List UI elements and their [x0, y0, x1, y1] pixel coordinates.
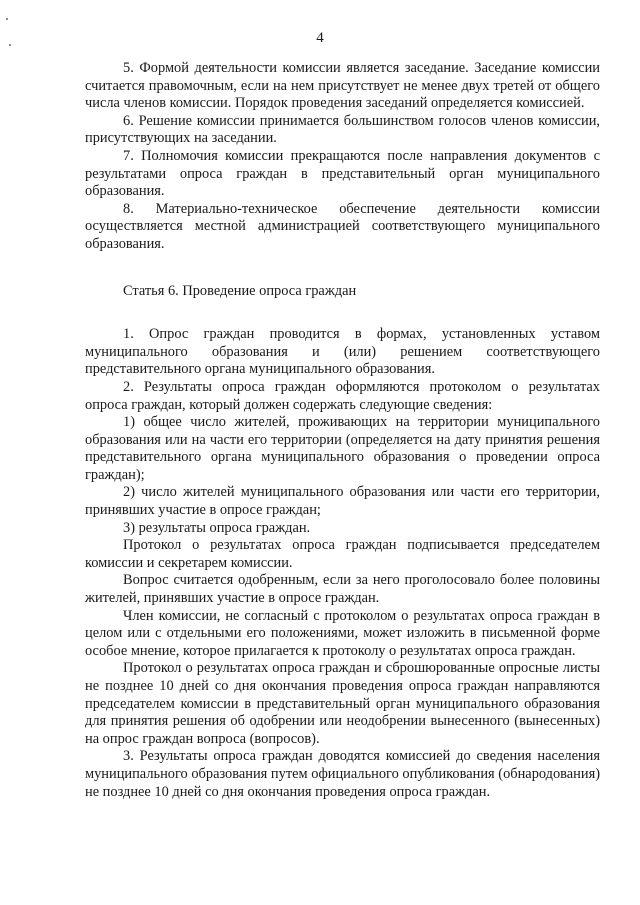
- paragraph: Член комиссии, не согласный с протоколом о результатах опроса граждан в целом или с отдельными его положениями, может изложить в письменной форме особое мнение, которое прилагается к протоколу о результатах опроса граждан.: [85, 607, 600, 659]
- paragraph: 2. Результаты опроса граждан оформляются протоколом о результатах опроса граждан, который должен содержать следующие сведения:: [85, 378, 600, 413]
- paragraph: 7. Полномочия комиссии прекращаются после направления документов с результатами опроса граждан в представительный орган муниципального образования.: [85, 147, 600, 200]
- scan-speck: [6, 18, 8, 20]
- article-heading: Статья 6. Проведение опроса граждан: [123, 282, 357, 299]
- paragraph: 5. Формой деятельности комиссии является заседание. Заседание комиссии считается правомочным, если на нем присутствует не менее двух третей от общего числа членов комиссии. Порядок проведения заседаний определяется комиссией.: [85, 60, 600, 112]
- list-item: 3) результаты опроса граждан.: [123, 519, 311, 536]
- paragraph: Протокол о результатах опроса граждан подписывается председателем комиссии и секретарем комиссии.: [85, 537, 600, 571]
- paragraph: 8. Материально-техническое обеспечение деятельности комиссии осуществляется местной администрацией соответствующего муниципального образования.: [85, 200, 600, 252]
- list-item: 1) общее число жителей, проживающих на территории муниципального образования или на части его территории (определяется на дату принятия решения представительного органа муниципального образования о проведении опроса граждан);: [85, 414, 600, 483]
- paragraph: 6. Решение комиссии принимается большинством голосов членов комиссии, присутствующих на заседании.: [85, 112, 600, 147]
- paragraph: 3. Результаты опроса граждан доводятся комиссией до сведения населения муниципального образования путем официального опубликования (обнародования) не позднее 10 дней со дня окончания проведения опроса граждан.: [85, 748, 600, 800]
- paragraph: 1. Опрос граждан проводится в формах, установленных уставом муниципального образования и (или) решением соответствующего представительного органа муниципального образования.: [85, 326, 600, 378]
- scan-speck: [9, 44, 11, 46]
- list-item: 2) число жителей муниципального образования или части его территории, принявших участие в опросе граждан;: [85, 484, 600, 519]
- paragraph: Вопрос считается одобренным, если за него проголосовало более половины жителей, принявших участие в опросе граждан.: [85, 572, 600, 607]
- page-number: 4: [316, 30, 324, 46]
- paragraph: Протокол о результатах опроса граждан и сброшюрованные опросные листы не позднее 10 дней со дня окончания проведения опроса граждан направляются председателем комиссии в представительный орган муниципального образования для принятия решения об одобрении или неодобрении вынесенного (вынесенных) на опрос граждан вопроса (вопросов).: [85, 660, 600, 747]
- document-body: [85, 60, 600, 801]
